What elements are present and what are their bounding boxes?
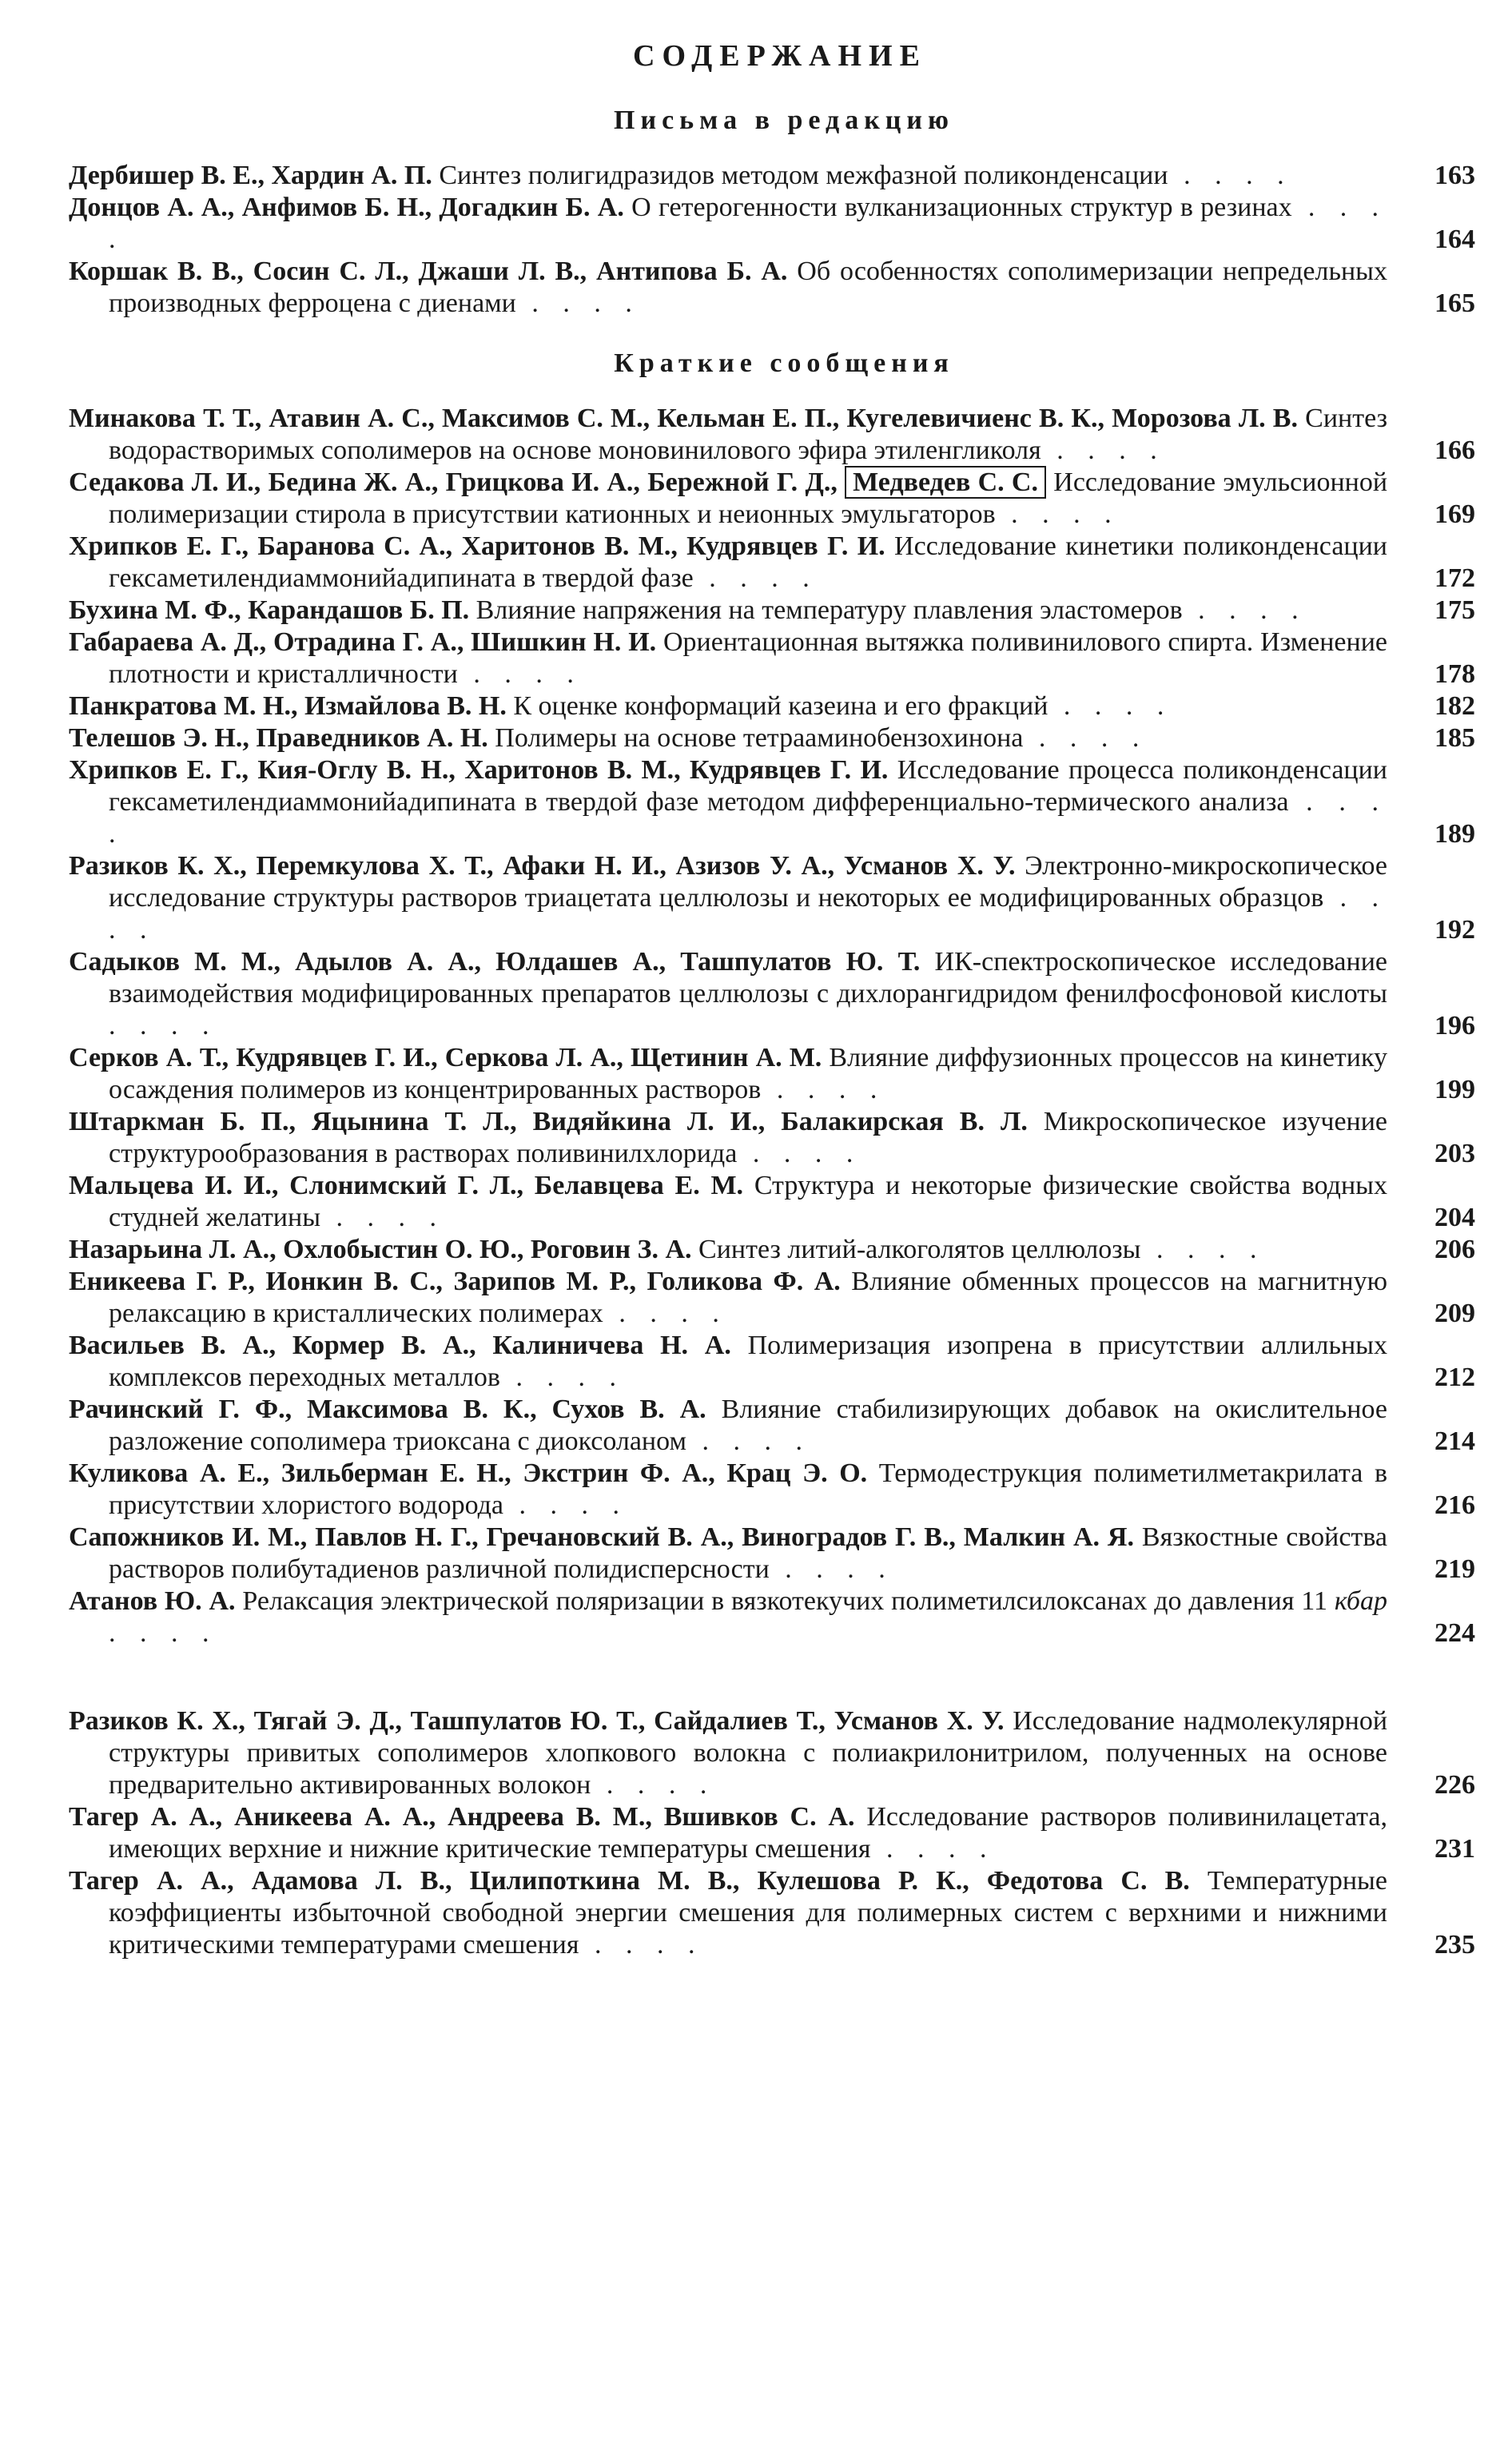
leader-dots: . . . . [995,499,1120,529]
entry-title: Влияние обменных процессов на магнитную релаксацию в кристаллических полимерах [109,1267,1388,1328]
entry-authors: Хрипков Е. Г., Баранова С. А., Харитонов В. М., Кудрявцев Г. И. [69,531,885,561]
entry-title: Влияние диффузионных процессов на кинетику осаждения полимеров из концентрированных растворов [109,1043,1387,1104]
entry-page-number: 216 [1434,1490,1475,1520]
contents-entry [69,531,1475,595]
entry-title: Ориентационная вытяжка поливинилового спирта. Изменение плотности и кристалличности [109,627,1388,689]
leader-dots: . . . . [515,288,641,318]
contents-entry [69,946,1475,1042]
entry-page-number: 206 [1434,1235,1475,1264]
entry-page-number: 214 [1434,1426,1475,1456]
entry-page-number: 163 [1434,161,1475,190]
entry-title: Исследование растворов поливинилацетата, имеющих верхние и нижние критические температуры смешения [109,1802,1388,1864]
contents-entry [69,850,1475,946]
entry-authors: Васильев В. А., Кормер В. А., Калиничева Н. А. [69,1331,731,1360]
entry-page-number: 196 [1434,1011,1475,1040]
contents-section [69,1705,1475,1961]
entry-authors: Дербишер В. Е., Хардин А. П. [69,161,432,190]
entry-authors: Тагер А. А., Аникеева А. А., Андреева В. М., Вшивков С. А. [69,1802,855,1832]
contents-entry [69,595,1475,627]
contents-entry [69,1234,1475,1266]
entry-authors: Садыков М. М., Адылов А. А., Юлдашев А., Ташпулатов Ю. Т. [69,947,921,977]
contents-entry [69,403,1475,467]
entry-title: Синтез водорастворимых сополимеров на основе моновинилового эфира этиленгликоля [109,404,1388,465]
section-heading: Письма в редакцию [614,105,954,135]
entry-authors: Назарьина Л. А., Охлобыстин О. Ю., Роговин З. А. [69,1235,692,1264]
entry-title: Исследование кинетики поликонденсации гексаметилендиаммонийадипината в твердой фазе [109,531,1387,593]
entry-page-number: 169 [1434,499,1475,529]
leader-dots: . . . . [109,883,1388,945]
leader-dots: . . . . [693,563,818,593]
leader-dots: . . . . [109,1618,218,1648]
entry-authors: Панкратова М. Н., Измайлова В. Н. [69,691,507,721]
entry-page-number: 175 [1434,595,1475,625]
entry-title: Синтез литий-алкоголятов целлюлозы [698,1235,1141,1264]
entry-title: Релаксация электрической поляризации в вязкотекучих полиметилсилоксанах до давления 11 [242,1586,1328,1616]
entry-page-number: 235 [1434,1930,1475,1960]
leader-dots: . . . . [109,193,1388,254]
contents-entry [69,1705,1475,1801]
leader-dots: . . . . [109,1011,218,1040]
entry-authors: Разиков К. Х., Тягай Э. Д., Ташпулатов Ю. Т., Сайдалиев Т., Усманов Х. У. [69,1706,1005,1736]
contents-entry [69,1042,1475,1106]
entry-title: Структура и некоторые физические свойства водных студней желатины [109,1171,1388,1232]
entry-title: О гетерогенности вулканизационных структур в резинах [631,193,1292,222]
entry-authors: Коршак В. В., Сосин С. Л., Джаши Л. В., Антипова Б. А. [69,257,788,286]
contents-entry [69,1394,1475,1458]
entry-authors: Хрипков Е. Г., Кия-Оглу В. Н., Харитонов В. М., Кудрявцев Г. И. [69,755,889,785]
contents-entry [69,1522,1475,1586]
contents-entry [69,627,1475,690]
entry-page-number: 189 [1434,819,1475,849]
entry-authors: Минакова Т. Т., Атавин А. С., Максимов С. М., Кельман Е. П., Кугелевичиенс В. К., Морозова Л. В. [69,404,1298,433]
contents-entry [69,192,1475,256]
leader-dots: . . . . [499,1363,625,1392]
entry-authors: Штаркман Б. П., Яцынина Т. Л., Видяйкина Л. И., Балакирская В. Л. [69,1107,1028,1136]
leader-dots: . . . . [320,1203,446,1232]
contents-entry [69,1266,1475,1330]
entry-authors-boxed: Медведев С. С. [845,466,1046,499]
entry-authors: Сапожников И. М., Павлов Н. Г., Гречановский В. А., Виноградов Г. В., Малкин А. Я. [69,1522,1134,1552]
page-title: СОДЕРЖАНИЕ [633,39,927,73]
contents-entry [69,160,1475,192]
leader-dots: . . . . [457,659,583,689]
entry-page-number: 185 [1434,723,1475,753]
leader-dots: . . . . [1168,161,1293,190]
contents-entry [69,690,1475,722]
entry-title: Влияние напряжения на температуру плавления эластомеров [475,595,1183,625]
leader-dots: . . . . [1140,1235,1266,1264]
contents-page [69,38,1475,1990]
contents-entry [69,1586,1475,1649]
contents-entry [69,1106,1475,1170]
entry-page-number: 203 [1434,1139,1475,1168]
entry-page-number: 209 [1434,1299,1475,1328]
entry-page-number: 204 [1434,1203,1475,1232]
entry-authors: Рачинский Г. Ф., Максимова В. К., Сухов В. А. [69,1395,706,1424]
entry-title: Термодеструкция полиметилметакрилата в присутствии хлористого водорода [109,1458,1387,1520]
entry-page-number: 199 [1434,1075,1475,1104]
entry-title: Полимеризация изопрена в присутствии аллильных комплексов переходных металлов [109,1331,1388,1392]
entry-unit: кбар [1334,1586,1388,1616]
leader-dots: . . . . [603,1299,728,1328]
entry-authors: Атанов Ю. А. [69,1586,236,1616]
entry-page-number: 165 [1434,288,1475,318]
entry-title: Влияние стабилизирующих добавок на окислительное разложение сополимера триоксана с диоксоланом [109,1395,1387,1456]
contents-entry [69,754,1475,850]
entry-title: ИК-спектроскопическое исследование взаимодействия модифицированных препаратов целлюлозы с дихлорангидридом фенилфосфоновой кислоты [109,947,1387,1009]
entry-page-number: 178 [1434,659,1475,689]
entry-page-number: 192 [1434,915,1475,945]
entry-title: К оценке конформаций казеина и его фракций [513,691,1048,721]
entry-page-number: 182 [1434,691,1475,721]
leader-dots: . . . . [1023,723,1148,753]
entry-authors: Седакова Л. И., Бедина Ж. А., Грицкова И. А., Бережной Г. Д., [69,468,838,497]
entry-title: Исследование надмолекулярной структуры привитых сополимеров хлопкового волокна с полиакрилонитрилом, полученных на основе предварительно активированных волокон [109,1706,1388,1800]
entry-authors: Серков А. Т., Кудрявцев Г. И., Серкова Л. А., Щетинин А. М. [69,1043,822,1072]
entry-title: Полимеры на основе тетрааминобензохинона [495,723,1024,753]
entry-page-number: 231 [1434,1834,1475,1864]
entry-authors: Габараева А. Д., Отрадина Г. А., Шишкин Н. И. [69,627,657,657]
entry-title: Исследование процесса поликонденсации гексаметилендиаммонийадипината в твердой фазе методом дифференциально-термического анализа [109,755,1387,817]
contents-section [69,348,1475,1649]
contents-entry [69,256,1475,320]
entry-authors: Еникеева Г. Р., Ионкин В. С., Зарипов М. Р., Голикова Ф. А. [69,1267,841,1296]
contents-entry [69,1865,1475,1961]
entry-page-number: 219 [1434,1554,1475,1584]
leader-dots: . . . . [769,1554,894,1584]
leader-dots: . . . . [1048,691,1173,721]
contents-section [69,105,1475,320]
leader-dots: . . . . [591,1770,716,1800]
leader-dots: . . . . [870,1834,996,1864]
entry-title: Об особенностях сополимеризации непредельных производных ферроцена с диенами [109,257,1387,318]
leader-dots: . . . . [737,1139,862,1168]
leader-dots: . . . . [1182,595,1307,625]
entry-authors: Куликова А. Е., Зильберман Е. Н., Экстрин Ф. А., Крац Э. О. [69,1458,868,1488]
entry-page-number: 226 [1434,1770,1475,1800]
entry-title: Синтез полигидразидов методом межфазной поликонденсации [439,161,1168,190]
contents-entry [69,722,1475,754]
section-heading: Краткие сообщения [614,348,954,378]
leader-dots: . . . . [503,1490,629,1520]
entry-page-number: 166 [1434,436,1475,465]
entry-authors: Телешов Э. Н., Праведников А. Н. [69,723,488,753]
leader-dots: . . . . [109,787,1388,849]
entry-title: Вязкостные свойства растворов полибутадиенов различной полидисперсности [109,1522,1388,1584]
leader-dots: . . . . [686,1426,811,1456]
entry-page-number: 212 [1434,1363,1475,1392]
entry-authors: Разиков К. Х., Перемкулова Х. Т., Афаки Н. И., Азизов У. А., Усманов Х. У. [69,851,1016,881]
entry-authors: Тагер А. А., Адамова Л. В., Цилипоткина М. В., Кулешова Р. К., Федотова С. В. [69,1866,1190,1896]
entry-authors: Донцов А. А., Анфимов Б. Н., Догадкин Б. А. [69,193,624,222]
entry-authors: Бухина М. Ф., Карандашов Б. П. [69,595,470,625]
contents-sections [69,105,1475,1961]
leader-dots: . . . . [1040,436,1166,465]
leader-dots: . . . . [761,1075,886,1104]
entry-page-number: 172 [1434,563,1475,593]
contents-entry [69,467,1475,531]
entry-page-number: 164 [1434,225,1475,254]
entry-authors: Мальцева И. И., Слонимский Г. Л., Белавцева Е. М. [69,1171,744,1200]
entry-title: Электронно-микроскопическое исследование структуры растворов триацетата целлюлозы и некоторых ее модифицированных образцов [109,851,1388,913]
contents-entry [69,1458,1475,1522]
leader-dots: . . . . [579,1930,704,1960]
entry-title: Исследование эмульсионной полимеризации стирола в присутствии катионных и неионных эмульгаторов [109,468,1388,529]
contents-entry [69,1801,1475,1865]
entry-title: Температурные коэффициенты избыточной свободной энергии смешения для полимерных систем с верхними и нижними критическими температурами смешения [109,1866,1387,1960]
entry-page-number: 224 [1434,1618,1475,1648]
entry-title: Микроскопическое изучение структурообразования в растворах поливинилхлорида [109,1107,1388,1168]
contents-entry [69,1170,1475,1234]
contents-entry [69,1330,1475,1394]
